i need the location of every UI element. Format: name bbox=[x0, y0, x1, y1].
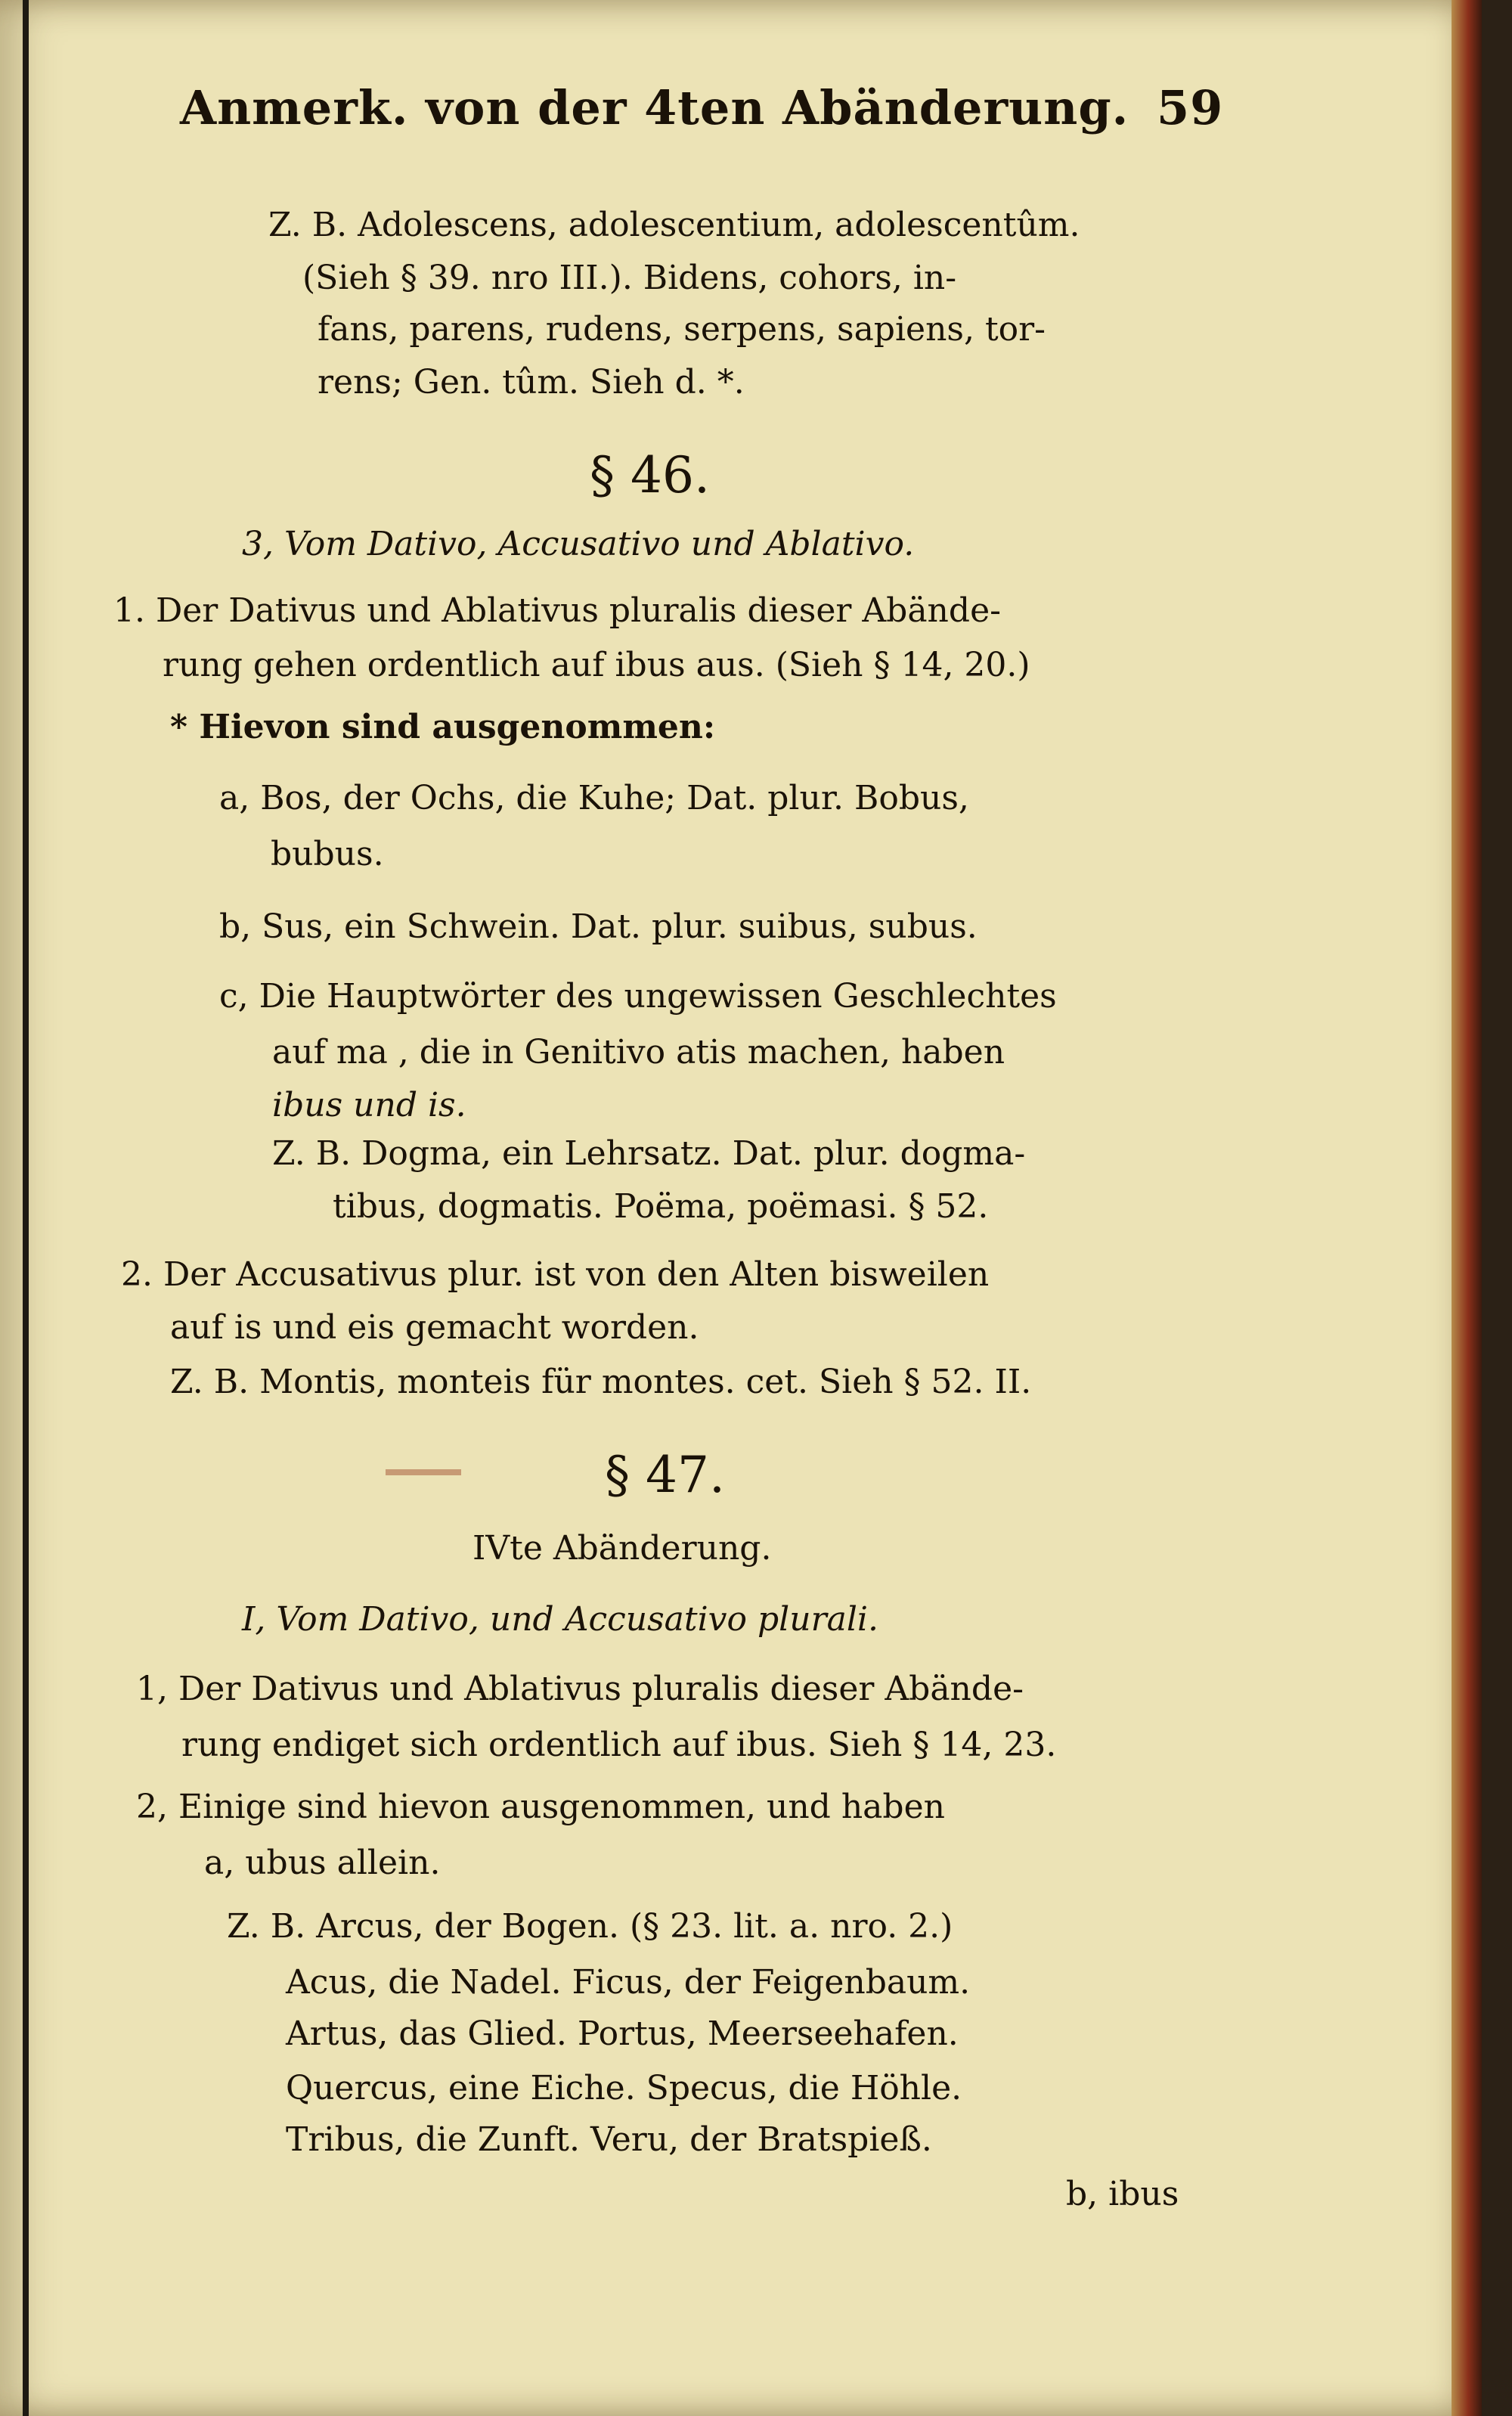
text-line: Z. B. Arcus, der Bogen. (§ 23. lit. a. nro. 2.) bbox=[227, 1907, 953, 1946]
text-line: a, Bos, der Ochs, die Kuhe; Dat. plur. Bobus, bbox=[219, 779, 969, 817]
text-line: 2. Der Accusativus plur. ist von den Alten bisweilen bbox=[121, 1255, 990, 1294]
text-line: tibus, dogmatis. Poëma, poëmasi. § 52. bbox=[333, 1187, 989, 1226]
text-line: fans, parens, rudens, serpens, sapiens, tor- bbox=[318, 310, 1046, 349]
text-line: ibus und is. bbox=[272, 1086, 466, 1124]
text-line: auf ma , die in Genitivo atis machen, haben bbox=[272, 1033, 1005, 1072]
text-line: Z. B. Montis, monteis für montes. cet. Sieh § 52. II. bbox=[170, 1363, 1032, 1401]
section-heading: § 46. bbox=[590, 446, 710, 504]
text-line: a, ubus allein. bbox=[204, 1844, 441, 1882]
text-line: * Hievon sind ausgenommen: bbox=[170, 708, 716, 746]
catchword: b, ibus bbox=[1066, 2175, 1179, 2213]
text-line: Artus, das Glied. Portus, Meerseehafen. bbox=[286, 2014, 959, 2053]
text-line: c, Die Hauptwörter des ungewissen Geschlechtes bbox=[219, 977, 1057, 1016]
subsection-heading: 3, Vom Dativo, Accusativo und Ablativo. bbox=[242, 525, 915, 563]
text-line: rung endiget sich ordentlich auf ibus. Sieh § 14, 23. bbox=[181, 1726, 1057, 1764]
text-line: Quercus, eine Eiche. Specus, die Höhle. bbox=[286, 2069, 962, 2107]
section-title: IVte Abänderung. bbox=[472, 1529, 772, 1568]
page-number: 59 bbox=[1157, 80, 1224, 135]
text-line: Z. B. Adolescens, adolescentium, adolescentûm. bbox=[268, 206, 1080, 244]
text-line: b, Sus, ein Schwein. Dat. plur. suibus, subus. bbox=[219, 907, 978, 946]
text-line: auf is und eis gemacht worden. bbox=[170, 1308, 699, 1347]
text-line: rens; Gen. tûm. Sieh d. *. bbox=[318, 363, 745, 402]
text-line: Tribus, die Zunft. Veru, der Bratspieß. bbox=[286, 2120, 932, 2159]
text-line: 2, Einige sind hievon ausgenommen, und haben bbox=[136, 1788, 945, 1826]
section-heading: § 47. bbox=[605, 1446, 725, 1504]
text-line: bubus. bbox=[271, 835, 384, 873]
text-line: Z. B. Dogma, ein Lehrsatz. Dat. plur. dogma- bbox=[272, 1134, 1026, 1173]
text-line: Acus, die Nadel. Ficus, der Feigenbaum. bbox=[286, 1963, 971, 2002]
ink-mark bbox=[386, 1469, 461, 1475]
page-edge bbox=[1452, 0, 1482, 2416]
text-line: (Sieh § 39. nro III.). Bidens, cohors, in- bbox=[302, 259, 957, 297]
page-gutter bbox=[23, 0, 29, 2416]
subsection-heading: I, Vom Dativo, und Accusativo plurali. bbox=[242, 1600, 878, 1639]
text-line: rung gehen ordentlich auf ibus aus. (Sieh § 14, 20.) bbox=[163, 646, 1030, 684]
text-line: 1. Der Dativus und Ablativus pluralis dieser Abände- bbox=[113, 591, 1001, 630]
running-head: Anmerk. von der 4ten Abänderung. bbox=[180, 80, 1129, 135]
text-line: 1, Der Dativus und Ablativus pluralis dieser Abände- bbox=[136, 1670, 1024, 1708]
